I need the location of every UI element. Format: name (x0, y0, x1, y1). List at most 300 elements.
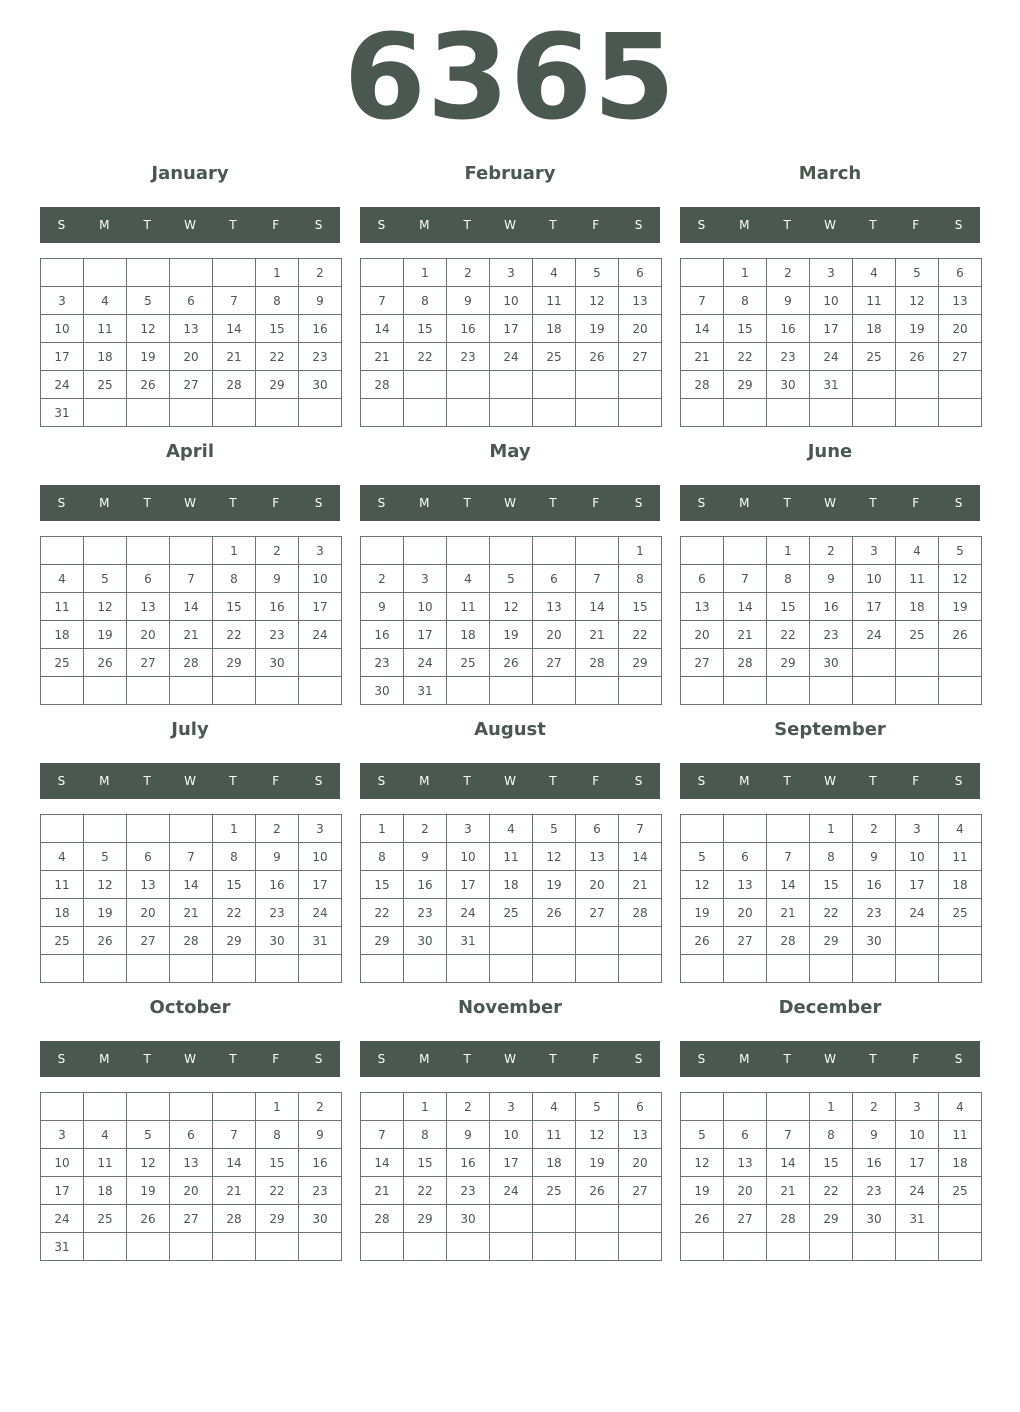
day-cell: 26 (127, 371, 170, 399)
day-cell: 7 (361, 1121, 404, 1149)
month-title: July (171, 719, 209, 740)
empty-cell (41, 677, 84, 705)
day-cell: 24 (853, 621, 896, 649)
day-cell: 20 (724, 899, 767, 927)
day-cell: 23 (853, 1177, 896, 1205)
empty-cell (810, 677, 853, 705)
week-row (361, 287, 662, 315)
day-cell: 31 (896, 1205, 939, 1233)
day-cell: 16 (299, 1149, 342, 1177)
day-cell: 27 (127, 927, 170, 955)
day-cell: 7 (170, 565, 213, 593)
week-row (41, 343, 342, 371)
weekday-label: T (143, 1052, 151, 1066)
week-row (361, 1233, 662, 1261)
day-cell: 9 (256, 565, 299, 593)
empty-cell (170, 259, 213, 287)
day-cell: 15 (361, 871, 404, 899)
empty-cell (896, 955, 939, 983)
empty-cell (939, 955, 982, 983)
week-row (361, 677, 662, 705)
day-cell: 30 (299, 371, 342, 399)
empty-cell (127, 1093, 170, 1121)
day-cell: 1 (213, 815, 256, 843)
day-cell: 5 (576, 1093, 619, 1121)
day-cell: 23 (299, 1177, 342, 1205)
day-cell: 19 (127, 1177, 170, 1205)
day-cell: 28 (213, 1205, 256, 1233)
day-cell: 8 (213, 565, 256, 593)
day-grid (40, 258, 342, 427)
empty-cell (939, 677, 982, 705)
weekday-label: T (783, 1052, 791, 1066)
day-cell: 10 (896, 1121, 939, 1149)
day-cell: 4 (533, 259, 576, 287)
day-cell: 29 (404, 1205, 447, 1233)
day-cell: 5 (127, 1121, 170, 1149)
day-cell: 8 (213, 843, 256, 871)
day-cell: 10 (41, 315, 84, 343)
day-cell: 25 (84, 371, 127, 399)
day-cell: 15 (213, 593, 256, 621)
week-row (681, 371, 982, 399)
day-cell: 18 (84, 1177, 127, 1205)
day-cell: 25 (490, 899, 533, 927)
week-row (681, 1177, 982, 1205)
week-row (41, 649, 342, 677)
weekday-label: W (824, 218, 836, 232)
day-cell: 22 (724, 343, 767, 371)
empty-cell (447, 371, 490, 399)
day-cell: 26 (681, 927, 724, 955)
week-row (41, 1149, 342, 1177)
day-cell: 15 (256, 315, 299, 343)
day-cell: 13 (724, 1149, 767, 1177)
day-cell: 20 (170, 1177, 213, 1205)
day-cell: 6 (619, 259, 662, 287)
day-cell: 9 (447, 287, 490, 315)
empty-cell (170, 955, 213, 983)
weekday-header (40, 207, 340, 243)
day-cell: 15 (213, 871, 256, 899)
day-cell: 12 (939, 565, 982, 593)
empty-cell (896, 399, 939, 427)
weekday-label: F (592, 774, 600, 788)
empty-cell (490, 927, 533, 955)
day-cell: 14 (576, 593, 619, 621)
day-cell: 4 (490, 815, 533, 843)
empty-cell (896, 927, 939, 955)
day-cell: 18 (490, 871, 533, 899)
day-cell: 11 (533, 1121, 576, 1149)
day-cell: 24 (447, 899, 490, 927)
day-cell: 8 (404, 1121, 447, 1149)
empty-cell (724, 537, 767, 565)
weekday-label: T (549, 496, 557, 510)
day-cell: 28 (170, 649, 213, 677)
day-cell: 5 (681, 843, 724, 871)
day-cell: 5 (84, 565, 127, 593)
day-cell: 4 (447, 565, 490, 593)
weekday-label: M (99, 1052, 110, 1066)
day-cell: 26 (490, 649, 533, 677)
day-cell: 20 (170, 343, 213, 371)
weekday-label: S (57, 1052, 66, 1066)
day-cell: 28 (681, 371, 724, 399)
empty-cell (576, 537, 619, 565)
day-cell: 9 (810, 565, 853, 593)
week-row (41, 1177, 342, 1205)
day-cell: 9 (299, 287, 342, 315)
day-cell: 15 (619, 593, 662, 621)
day-cell: 4 (533, 1093, 576, 1121)
empty-cell (576, 955, 619, 983)
week-row (681, 1093, 982, 1121)
day-cell: 15 (810, 1149, 853, 1177)
weekday-label: W (824, 496, 836, 510)
day-cell: 16 (767, 315, 810, 343)
day-cell: 15 (404, 1149, 447, 1177)
day-cell: 17 (810, 315, 853, 343)
week-row (361, 1205, 662, 1233)
day-cell: 8 (256, 287, 299, 315)
week-row (361, 1149, 662, 1177)
day-cell: 8 (619, 565, 662, 593)
empty-cell (681, 537, 724, 565)
month-title: September (774, 719, 886, 740)
day-cell: 7 (767, 843, 810, 871)
day-cell: 27 (724, 1205, 767, 1233)
empty-cell (619, 1205, 662, 1233)
weekday-label: T (229, 1052, 237, 1066)
day-cell: 4 (84, 287, 127, 315)
day-cell: 2 (447, 1093, 490, 1121)
day-cell: 12 (490, 593, 533, 621)
day-cell: 31 (41, 399, 84, 427)
day-grid (360, 536, 662, 705)
week-row (681, 815, 982, 843)
day-cell: 21 (576, 621, 619, 649)
day-cell: 7 (619, 815, 662, 843)
month-title: December (778, 997, 882, 1018)
day-cell: 16 (256, 593, 299, 621)
day-cell: 21 (767, 1177, 810, 1205)
weekday-label: W (824, 1052, 836, 1066)
empty-cell (576, 371, 619, 399)
weekday-label: S (954, 1052, 963, 1066)
empty-cell (256, 1233, 299, 1261)
day-cell: 17 (404, 621, 447, 649)
day-cell: 9 (767, 287, 810, 315)
weekday-label: S (377, 1052, 386, 1066)
empty-cell (810, 955, 853, 983)
day-cell: 20 (681, 621, 724, 649)
day-cell: 4 (939, 815, 982, 843)
day-cell: 12 (576, 287, 619, 315)
day-cell: 30 (256, 649, 299, 677)
weekday-label: T (549, 1052, 557, 1066)
day-cell: 22 (404, 343, 447, 371)
empty-cell (404, 399, 447, 427)
weekday-label: M (739, 496, 750, 510)
weekday-label: S (697, 1052, 706, 1066)
day-cell: 20 (533, 621, 576, 649)
day-cell: 11 (447, 593, 490, 621)
day-cell: 27 (127, 649, 170, 677)
week-row (41, 871, 342, 899)
day-cell: 30 (447, 1205, 490, 1233)
day-cell: 25 (896, 621, 939, 649)
day-cell: 24 (490, 343, 533, 371)
week-row (361, 565, 662, 593)
day-cell: 13 (170, 315, 213, 343)
day-cell: 8 (361, 843, 404, 871)
day-cell: 18 (533, 1149, 576, 1177)
week-row (361, 399, 662, 427)
weekday-label: T (463, 496, 471, 510)
day-cell: 20 (127, 621, 170, 649)
day-cell: 27 (724, 927, 767, 955)
weekday-label: S (954, 218, 963, 232)
week-row (41, 955, 342, 983)
week-row (361, 843, 662, 871)
weekday-label: T (463, 774, 471, 788)
day-cell: 11 (533, 287, 576, 315)
empty-cell (939, 1233, 982, 1261)
day-cell: 2 (256, 537, 299, 565)
month-title: April (165, 441, 215, 462)
day-cell: 19 (681, 1177, 724, 1205)
empty-cell (853, 677, 896, 705)
empty-cell (767, 1093, 810, 1121)
day-cell: 6 (170, 287, 213, 315)
week-row (41, 899, 342, 927)
weekday-label: T (229, 774, 237, 788)
empty-cell (361, 537, 404, 565)
day-cell: 25 (41, 649, 84, 677)
empty-cell (41, 1093, 84, 1121)
day-cell: 20 (127, 899, 170, 927)
day-cell: 2 (299, 1093, 342, 1121)
day-cell: 13 (170, 1149, 213, 1177)
day-cell: 16 (447, 315, 490, 343)
weekday-header (360, 207, 660, 243)
day-cell: 30 (853, 927, 896, 955)
day-cell: 19 (681, 899, 724, 927)
day-cell: 26 (533, 899, 576, 927)
weekday-label: F (272, 774, 280, 788)
day-cell: 22 (810, 899, 853, 927)
day-cell: 5 (533, 815, 576, 843)
day-cell: 8 (724, 287, 767, 315)
empty-cell (213, 1093, 256, 1121)
day-cell: 12 (84, 871, 127, 899)
empty-cell (767, 1233, 810, 1261)
empty-cell (681, 1093, 724, 1121)
empty-cell (576, 927, 619, 955)
day-cell: 9 (299, 1121, 342, 1149)
day-cell: 29 (810, 927, 853, 955)
weekday-label: S (314, 1052, 323, 1066)
day-cell: 2 (767, 259, 810, 287)
week-row (361, 1177, 662, 1205)
day-cell: 24 (810, 343, 853, 371)
day-cell: 4 (896, 537, 939, 565)
weekday-label: T (463, 1052, 471, 1066)
week-row (361, 955, 662, 983)
day-cell: 12 (576, 1121, 619, 1149)
day-cell: 21 (767, 899, 810, 927)
week-row (681, 399, 982, 427)
empty-cell (767, 399, 810, 427)
day-cell: 10 (896, 843, 939, 871)
day-cell: 3 (447, 815, 490, 843)
day-cell: 21 (619, 871, 662, 899)
day-cell: 29 (724, 371, 767, 399)
day-cell: 27 (939, 343, 982, 371)
weekday-label: T (869, 774, 877, 788)
day-cell: 30 (404, 927, 447, 955)
day-cell: 26 (127, 1205, 170, 1233)
day-cell: 31 (447, 927, 490, 955)
weekday-label: F (592, 218, 600, 232)
empty-cell (681, 259, 724, 287)
empty-cell (533, 677, 576, 705)
week-row (681, 259, 982, 287)
day-grid (680, 536, 982, 705)
empty-cell (896, 677, 939, 705)
empty-cell (404, 1233, 447, 1261)
weekday-label: M (99, 774, 110, 788)
day-cell: 19 (127, 343, 170, 371)
year-title: 6365 (343, 8, 677, 146)
day-cell: 5 (681, 1121, 724, 1149)
day-grid (360, 814, 662, 983)
empty-cell (447, 537, 490, 565)
empty-cell (256, 955, 299, 983)
day-cell: 27 (533, 649, 576, 677)
day-cell: 22 (404, 1177, 447, 1205)
day-cell: 26 (576, 343, 619, 371)
day-cell: 1 (767, 537, 810, 565)
empty-cell (84, 537, 127, 565)
weekday-label: M (99, 496, 110, 510)
week-row (361, 1121, 662, 1149)
empty-cell (213, 1233, 256, 1261)
day-cell: 12 (127, 1149, 170, 1177)
day-cell: 14 (767, 1149, 810, 1177)
day-cell: 28 (724, 649, 767, 677)
day-cell: 5 (490, 565, 533, 593)
empty-cell (724, 955, 767, 983)
weekday-label: T (783, 218, 791, 232)
day-cell: 30 (256, 927, 299, 955)
empty-cell (41, 537, 84, 565)
day-cell: 1 (810, 815, 853, 843)
week-row (41, 1093, 342, 1121)
day-cell: 13 (576, 843, 619, 871)
month-title: January (151, 163, 229, 184)
day-cell: 21 (361, 1177, 404, 1205)
week-row (681, 1205, 982, 1233)
empty-cell (533, 1205, 576, 1233)
day-cell: 7 (767, 1121, 810, 1149)
day-cell: 29 (619, 649, 662, 677)
day-cell: 16 (447, 1149, 490, 1177)
day-cell: 17 (853, 593, 896, 621)
week-row (681, 649, 982, 677)
day-cell: 3 (896, 1093, 939, 1121)
empty-cell (490, 537, 533, 565)
day-cell: 29 (256, 1205, 299, 1233)
month-title: February (464, 163, 556, 184)
weekday-header (360, 485, 660, 521)
empty-cell (447, 955, 490, 983)
day-cell: 26 (681, 1205, 724, 1233)
day-cell: 21 (361, 343, 404, 371)
weekday-label: S (634, 496, 643, 510)
day-cell: 30 (299, 1205, 342, 1233)
empty-cell (810, 1233, 853, 1261)
day-cell: 22 (213, 899, 256, 927)
empty-cell (533, 955, 576, 983)
day-cell: 1 (361, 815, 404, 843)
day-cell: 11 (853, 287, 896, 315)
week-row (41, 843, 342, 871)
empty-cell (361, 259, 404, 287)
empty-cell (533, 399, 576, 427)
day-cell: 23 (767, 343, 810, 371)
day-cell: 26 (84, 649, 127, 677)
day-cell: 19 (84, 899, 127, 927)
day-cell: 16 (404, 871, 447, 899)
day-cell: 13 (619, 1121, 662, 1149)
day-grid (40, 1092, 342, 1261)
day-cell: 23 (256, 621, 299, 649)
weekday-label: M (99, 218, 110, 232)
weekday-label: F (592, 496, 600, 510)
week-row (681, 1121, 982, 1149)
day-cell: 2 (256, 815, 299, 843)
weekday-label: T (783, 774, 791, 788)
empty-cell (533, 927, 576, 955)
empty-cell (213, 399, 256, 427)
day-cell: 21 (724, 621, 767, 649)
day-cell: 1 (256, 1093, 299, 1121)
day-cell: 9 (853, 843, 896, 871)
weekday-label: S (697, 774, 706, 788)
day-cell: 11 (41, 871, 84, 899)
day-cell: 28 (767, 927, 810, 955)
day-cell: 14 (724, 593, 767, 621)
week-row (41, 399, 342, 427)
empty-cell (256, 677, 299, 705)
empty-cell (619, 955, 662, 983)
day-cell: 2 (853, 1093, 896, 1121)
day-cell: 28 (361, 371, 404, 399)
empty-cell (533, 371, 576, 399)
day-cell: 3 (490, 1093, 533, 1121)
empty-cell (361, 399, 404, 427)
day-cell: 4 (939, 1093, 982, 1121)
weekday-label: M (739, 774, 750, 788)
day-cell: 13 (127, 593, 170, 621)
day-cell: 10 (490, 287, 533, 315)
day-cell: 18 (939, 1149, 982, 1177)
day-cell: 18 (41, 621, 84, 649)
day-cell: 24 (41, 371, 84, 399)
day-cell: 8 (767, 565, 810, 593)
